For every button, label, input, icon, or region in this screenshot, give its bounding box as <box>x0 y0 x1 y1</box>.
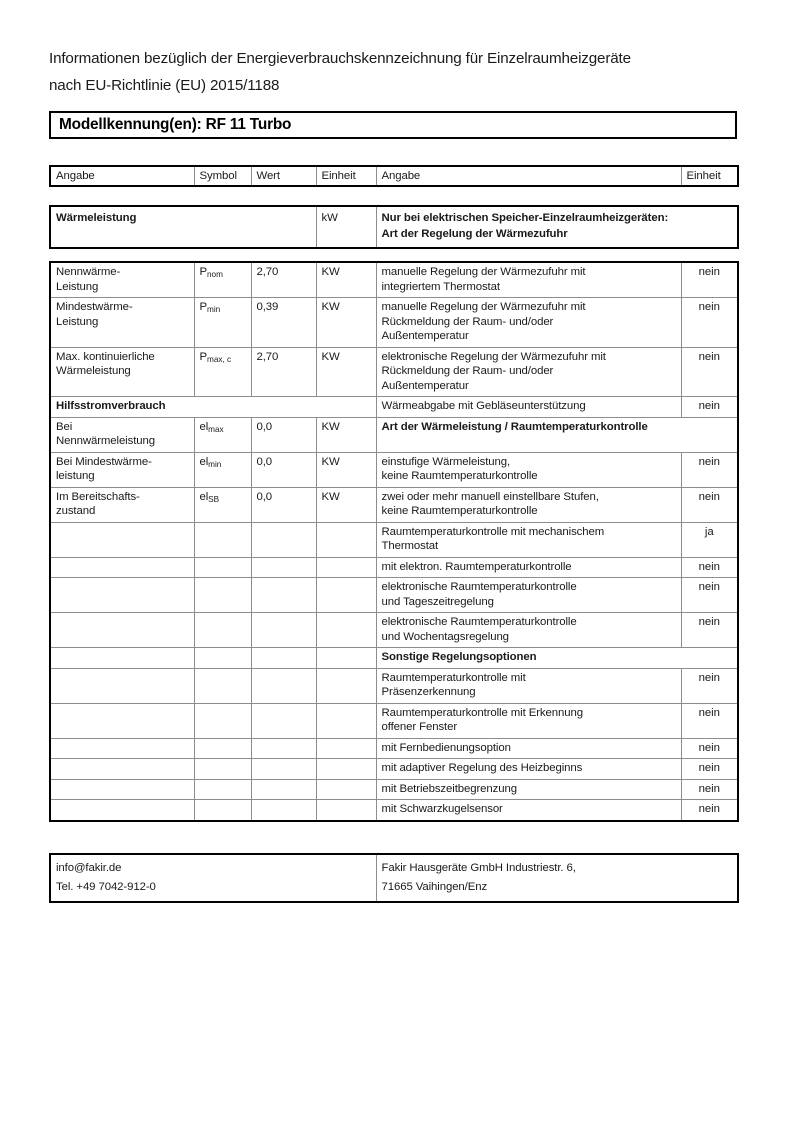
row-8-einheit <box>316 557 376 578</box>
row-11-left-label <box>50 648 194 669</box>
row-1-symbol: $P_{min}$ <box>194 298 251 348</box>
row-14-left-label <box>50 738 194 759</box>
row-4-description: Art der Wärmeleistung / Raumtemperaturkontrolle <box>376 417 738 452</box>
row-15-value: nein <box>681 759 738 780</box>
row-16-description: mit Betriebszeitbegrenzung <box>376 779 681 800</box>
row-4-left-label: Bei Nennwärmeleistung <box>50 417 194 452</box>
row-13-symbol <box>194 703 251 738</box>
row-6-value: nein <box>681 487 738 522</box>
table-row <box>50 206 738 248</box>
contact-footer-table <box>49 853 739 903</box>
row-12-left-label <box>50 668 194 703</box>
table-row <box>50 452 738 487</box>
section-header-right-line-2: Art der Regelung der Wärmezufuhr <box>381 227 568 240</box>
row-8-left-label <box>50 557 194 578</box>
row-2-description: elektronische Regelung der Wärmezufuhr mit Rückmeldung der Raum- und/oder Außentemperatur <box>376 347 681 397</box>
row-12-symbol <box>194 668 251 703</box>
row-9-left-label <box>50 578 194 613</box>
table-row <box>50 668 738 703</box>
row-7-wert <box>251 522 316 557</box>
row-5-description: einstufige Wärmeleistung, keine Raumtemperaturkontrolle <box>376 452 681 487</box>
header-cell-einheit-right: Einheit <box>681 166 738 186</box>
footer-company-line-1: Fakir Hausgeräte GmbH Industriestr. 6, <box>381 862 576 874</box>
column-header-table <box>49 165 739 187</box>
row-17-description: mit Schwarzkugelsensor <box>376 800 681 821</box>
header-cell-symbol: Symbol <box>194 166 251 186</box>
specification-table <box>49 261 739 822</box>
row-15-description: mit adaptiver Regelung des Heizbeginns <box>376 759 681 780</box>
row-14-description: mit Fernbedienungsoption <box>376 738 681 759</box>
row-17-value: nein <box>681 800 738 821</box>
row-1-einheit: KW <box>316 298 376 348</box>
row-15-left-label <box>50 759 194 780</box>
row-9-wert <box>251 578 316 613</box>
row-2-symbol: $P_{max, c}$ <box>194 347 251 397</box>
row-7-symbol <box>194 522 251 557</box>
model-identification-box <box>49 111 737 139</box>
row-0-description: manuelle Regelung der Wärmezufuhr mit integriertem Thermostat <box>376 262 681 298</box>
table-row <box>50 262 738 298</box>
row-6-einheit: KW <box>316 487 376 522</box>
row-10-left-label <box>50 613 194 648</box>
row-8-wert <box>251 557 316 578</box>
row-15-symbol <box>194 759 251 780</box>
header-cell-einheit-left: Einheit <box>316 166 376 186</box>
row-13-wert <box>251 703 316 738</box>
row-2-value: nein <box>681 347 738 397</box>
row-2-left-label: Max. kontinuierliche Wärmeleistung <box>50 347 194 397</box>
header-cell-angabe-right: Angabe <box>376 166 681 186</box>
intro-line-1: Informationen bezüglich der Energieverbrauchskennzeichnung für Einzelraumheizgeräte <box>49 50 631 67</box>
row-10-wert <box>251 613 316 648</box>
row-3-description: Wärmeabgabe mit Gebläseunterstützung <box>376 397 681 418</box>
row-11-description: Sonstige Regelungsoptionen <box>376 648 738 669</box>
table-row <box>50 648 738 669</box>
row-12-value: nein <box>681 668 738 703</box>
footer-company-line-2: 71665 Vaihingen/Enz <box>381 881 488 893</box>
row-13-value: nein <box>681 703 738 738</box>
row-4-wert: 0,0 <box>251 417 316 452</box>
row-13-description: Raumtemperaturkontrolle mit Erkennung offener Fenster <box>376 703 681 738</box>
intro-line-2: nach EU-Richtlinie (EU) 2015/1188 <box>49 77 280 94</box>
row-10-einheit <box>316 613 376 648</box>
row-8-description: mit elektron. Raumtemperaturkontrolle <box>376 557 681 578</box>
table-row <box>50 397 738 418</box>
row-0-value: nein <box>681 262 738 298</box>
row-10-value: nein <box>681 613 738 648</box>
row-5-value: nein <box>681 452 738 487</box>
row-5-wert: 0,0 <box>251 452 316 487</box>
table-row <box>50 417 738 452</box>
section-header-left-title: Wärmeleistung <box>50 206 316 248</box>
table-row <box>50 298 738 348</box>
table-row <box>50 759 738 780</box>
row-5-left-label: Bei Mindestwärme- leistung <box>50 452 194 487</box>
row-4-einheit: KW <box>316 417 376 452</box>
table-row <box>50 166 738 186</box>
table-row <box>50 854 738 902</box>
row-7-left-label <box>50 522 194 557</box>
row-6-symbol: $el_{SB}$ <box>194 487 251 522</box>
row-11-einheit <box>316 648 376 669</box>
row-17-wert <box>251 800 316 821</box>
row-1-wert: 0,39 <box>251 298 316 348</box>
table-row <box>50 522 738 557</box>
row-0-left-label: Nennwärme- Leistung <box>50 262 194 298</box>
row-9-description: elektronische Raumtemperaturkontrolle und Tageszeitregelung <box>376 578 681 613</box>
row-16-symbol <box>194 779 251 800</box>
table-row <box>50 487 738 522</box>
row-4-symbol: $el_{max}$ <box>194 417 251 452</box>
section-header-left-unit: kW <box>316 206 376 248</box>
row-1-value: nein <box>681 298 738 348</box>
row-2-einheit: KW <box>316 347 376 397</box>
row-12-description: Raumtemperaturkontrolle mit Präsenzerkennung <box>376 668 681 703</box>
row-7-einheit <box>316 522 376 557</box>
table-row <box>50 738 738 759</box>
footer-phone: Tel. +49 7042-912-0 <box>56 881 156 893</box>
row-6-wert: 0,0 <box>251 487 316 522</box>
row-9-einheit <box>316 578 376 613</box>
row-17-left-label <box>50 800 194 821</box>
row-0-einheit: KW <box>316 262 376 298</box>
footer-email[interactable]: info@fakir.de <box>56 862 122 874</box>
row-5-einheit: KW <box>316 452 376 487</box>
row-8-symbol <box>194 557 251 578</box>
header-cell-wert: Wert <box>251 166 316 186</box>
row-12-wert <box>251 668 316 703</box>
footer-company-cell <box>376 854 738 902</box>
row-13-einheit <box>316 703 376 738</box>
row-10-description: elektronische Raumtemperaturkontrolle und Wochentagsregelung <box>376 613 681 648</box>
row-3-left-label: Hilfsstromverbrauch <box>50 397 376 418</box>
section-header-table <box>49 205 739 249</box>
row-7-value: ja <box>681 522 738 557</box>
table-row <box>50 800 738 821</box>
row-16-einheit <box>316 779 376 800</box>
row-3-value: nein <box>681 397 738 418</box>
row-13-left-label <box>50 703 194 738</box>
row-7-description: Raumtemperaturkontrolle mit mechanischem Thermostat <box>376 522 681 557</box>
row-1-description: manuelle Regelung der Wärmezufuhr mit Rückmeldung der Raum- und/oder Außentemperatur <box>376 298 681 348</box>
row-14-einheit <box>316 738 376 759</box>
row-6-description: zwei oder mehr manuell einstellbare Stufen, keine Raumtemperaturkontrolle <box>376 487 681 522</box>
table-row <box>50 578 738 613</box>
row-8-value: nein <box>681 557 738 578</box>
row-17-einheit <box>316 800 376 821</box>
row-0-wert: 2,70 <box>251 262 316 298</box>
model-identification-label: Modellkennung(en): RF 11 Turbo <box>59 116 292 133</box>
row-14-value: nein <box>681 738 738 759</box>
row-17-symbol <box>194 800 251 821</box>
intro-paragraph <box>49 45 749 99</box>
row-15-einheit <box>316 759 376 780</box>
row-5-symbol: $el_{min}$ <box>194 452 251 487</box>
row-12-einheit <box>316 668 376 703</box>
table-row <box>50 557 738 578</box>
footer-contact-cell <box>50 854 376 902</box>
row-14-symbol <box>194 738 251 759</box>
row-14-wert <box>251 738 316 759</box>
row-0-symbol: $P_{nom}$ <box>194 262 251 298</box>
row-11-wert <box>251 648 316 669</box>
table-row <box>50 347 738 397</box>
header-cell-angabe-left: Angabe <box>50 166 194 186</box>
row-1-left-label: Mindestwärme- Leistung <box>50 298 194 348</box>
section-header-right-title <box>376 206 738 248</box>
table-row <box>50 613 738 648</box>
row-10-symbol <box>194 613 251 648</box>
row-6-left-label: Im Bereitschafts- zustand <box>50 487 194 522</box>
row-9-symbol <box>194 578 251 613</box>
row-16-wert <box>251 779 316 800</box>
row-9-value: nein <box>681 578 738 613</box>
row-15-wert <box>251 759 316 780</box>
table-row <box>50 779 738 800</box>
row-16-left-label <box>50 779 194 800</box>
table-row <box>50 703 738 738</box>
row-16-value: nein <box>681 779 738 800</box>
row-2-wert: 2,70 <box>251 347 316 397</box>
section-header-right-line-1: Nur bei elektrischen Speicher-Einzelraumheizgeräten: <box>381 212 669 224</box>
row-11-symbol <box>194 648 251 669</box>
